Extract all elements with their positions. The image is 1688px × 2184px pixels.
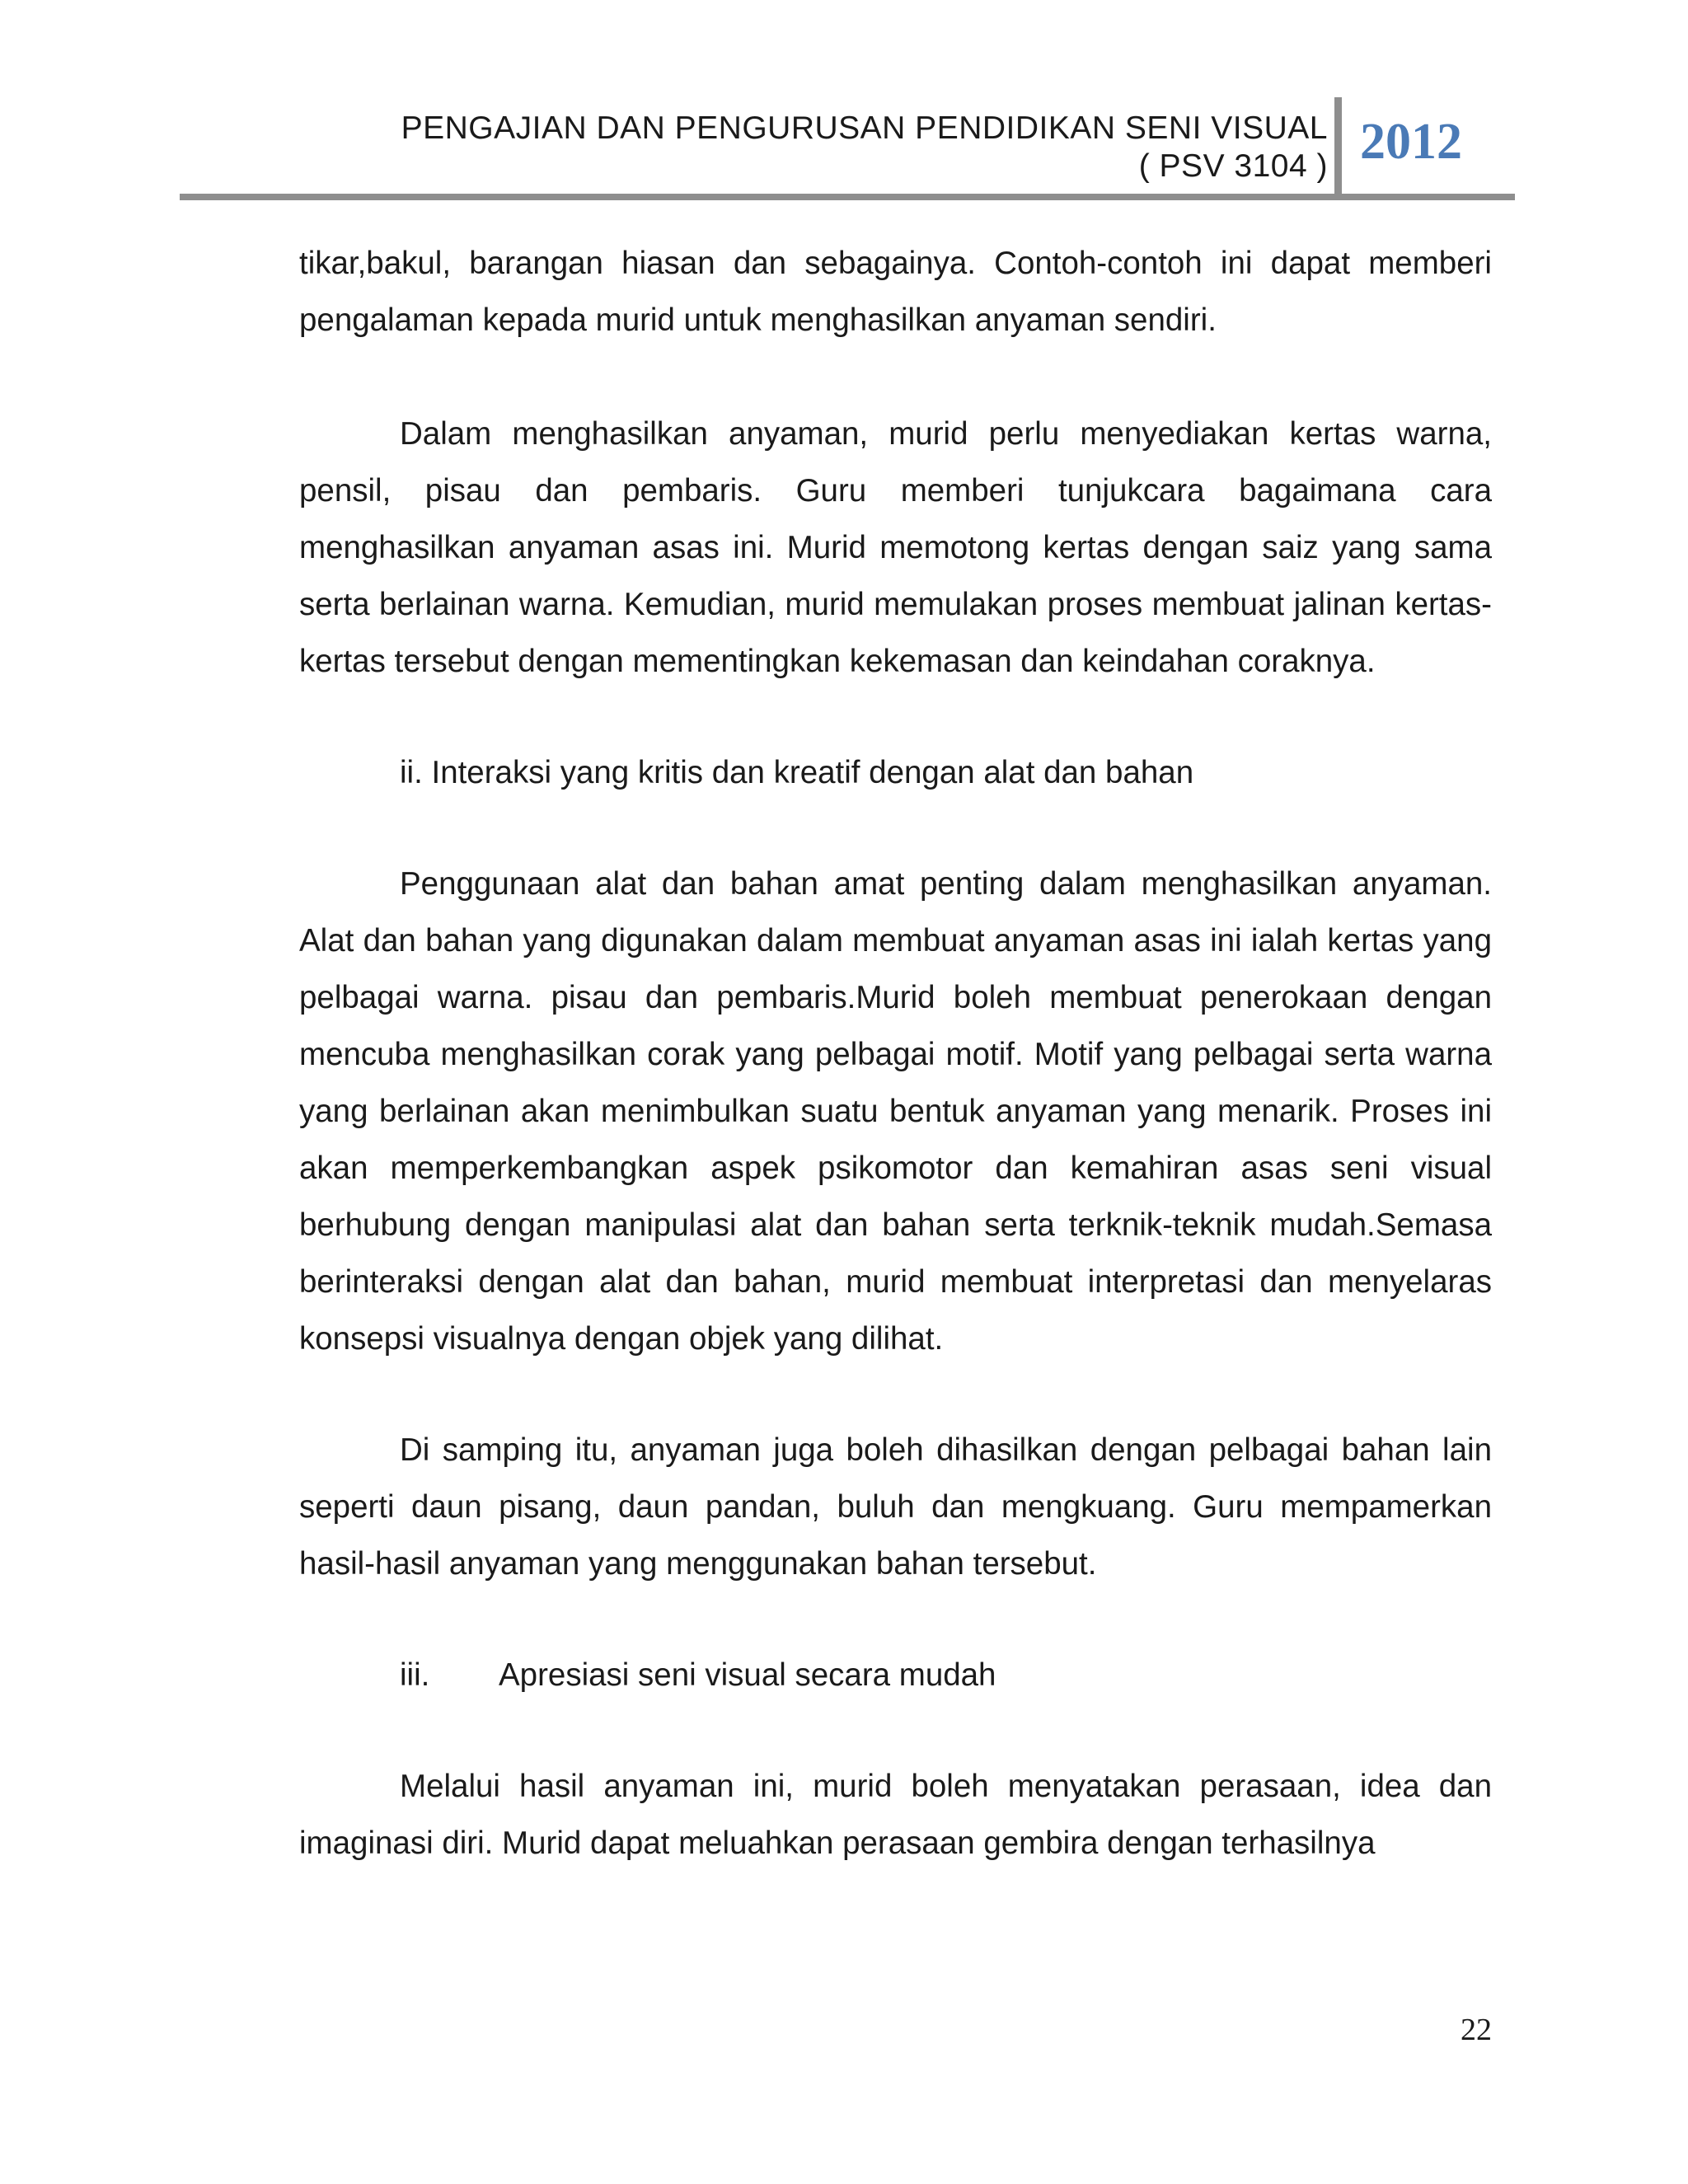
paragraph-appreciation: Melalui hasil anyaman ini, murid boleh menyatakan perasaan, idea dan imaginasi diri. Murid dapat meluahkan perasaan gembira dengan terhasilnya <box>299 1769 1492 1861</box>
header-title <box>401 110 1328 185</box>
section-heading-ii: ii. Interaksi yang kritis dan kreatif dengan alat dan bahan <box>400 755 1194 790</box>
header-course-code: ( PSV 3104 ) <box>1138 148 1328 184</box>
page-number: 22 <box>1461 2013 1492 2047</box>
header-title-line1: PENGAJIAN DAN PENGURUSAN PENDIDIKAN SENI VISUAL <box>401 110 1328 146</box>
paragraph-tools: Penggunaan alat dan bahan amat penting dalam menghasilkan anyaman. Alat dan bahan yang digunakan dalam membuat anyaman asas ini ialah kertas yang pelbagai warna. pisau dan pembaris.Murid boleh membuat penerokaan dengan mencuba menghasilkan corak yang pelbagai motif. Motif yang pelbagai serta warna yang berlainan akan menimbulkan suatu bentuk anyaman yang menarik. Proses ini akan memperkembangkan aspek psikomotor dan kemahiran asas seni visual berhubung dengan manipulasi alat dan bahan serta terknik-teknik mudah.Semasa berinteraksi dengan alat dan bahan, murid membuat interpretasi dan menyelaras konsepsi visualnya dengan objek yang dilihat. <box>299 866 1492 1357</box>
page-content <box>299 235 1492 1872</box>
header-rule <box>180 194 1515 200</box>
paragraph-materials: Dalam menghasilkan anyaman, murid perlu menyediakan kertas warna, pensil, pisau dan pembaris. Guru memberi tunjukcara bagaimana cara menghasilkan anyaman asas ini. Murid memotong kertas dengan saiz yang sama serta berlainan warna. Kemudian, murid memulakan proses membuat jalinan kertas-kertas tersebut dengan mementingkan kekemasan dan keindahan coraknya. <box>299 416 1492 679</box>
paragraph-continuation: tikar,bakul, barangan hiasan dan sebagainya. Contoh-contoh ini dapat memberi pengalaman kepada murid untuk menghasilkan anyaman sendiri. <box>299 246 1492 338</box>
section-heading-iii <box>299 1647 1492 1704</box>
paragraph-other-materials: Di samping itu, anyaman juga boleh dihasilkan dengan pelbagai bahan lain seperti daun pisang, daun pandan, buluh dan mengkuang. Guru mempamerkan hasil-hasil anyaman yang menggunakan bahan tersebut. <box>299 1432 1492 1582</box>
heading-text: Apresiasi seni visual secara mudah <box>499 1657 996 1693</box>
header-divider <box>1334 97 1342 196</box>
header-year: 2012 <box>1360 114 1462 170</box>
page-header <box>180 97 1515 200</box>
heading-number: iii. <box>400 1657 430 1693</box>
